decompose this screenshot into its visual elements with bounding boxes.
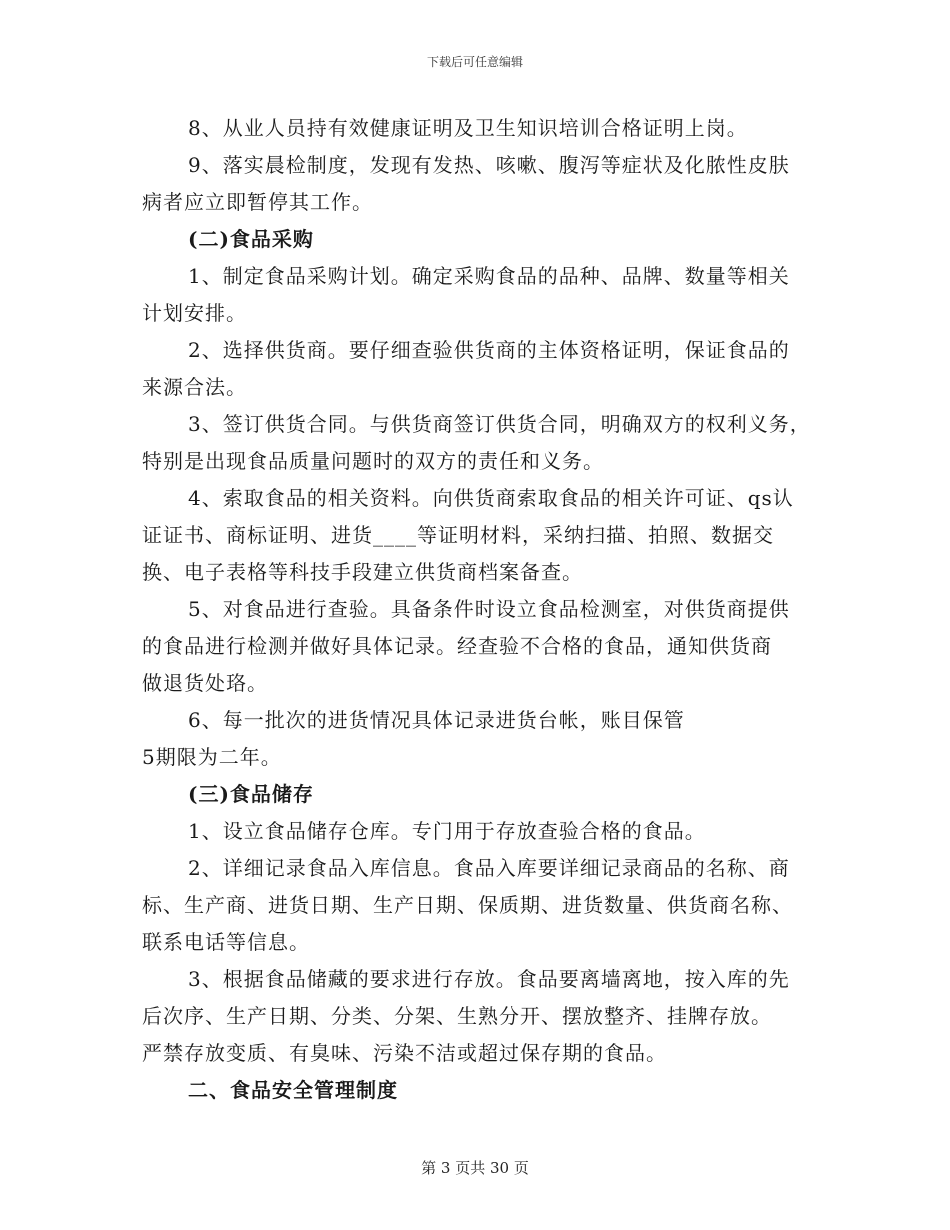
text-line: 2、选择供货商。要仔细查验供货商的主体资格证明，保证食品的 (188, 338, 790, 362)
text-line: 5、对食品进行查验。具备条件时设立食品检测室，对供货商提供 (188, 597, 790, 621)
text-line: 9、落实晨检制度，发现有发热、咳嗽、腹泻等症状及化脓性皮肤 (188, 153, 790, 177)
text-line: 3、根据食品储藏的要求进行存放。食品要离墙离地，按入库的先 (188, 967, 790, 991)
text-line: 1、设立食品储存仓库。专门用于存放查验合格的食品。 (188, 819, 706, 843)
text-line: 联系电话等信息。 (142, 930, 310, 954)
text-line: 1、制定食品采购计划。确定采购食品的品种、品牌、数量等相关 (188, 264, 790, 288)
section-heading: 二、食品安全管理制度 (188, 1078, 398, 1102)
text-line: 换、电子表格等科技手段建立供货商档案备查。 (142, 560, 583, 584)
section-heading: (三)食品储存 (188, 782, 314, 806)
page-header: 下载后可任意编辑 (426, 55, 523, 69)
text-line: 4、索取食品的相关资料。向供货商索取食品的相关许可证、qs认 (188, 486, 794, 510)
text-line: 6、每一批次的进货情况具体记录进货台帐，账目保管 (188, 708, 685, 732)
text-line: 标、生产商、进货日期、生产日期、保质期、进货数量、供货商名称、 (142, 893, 793, 917)
text-line: 做退货处珞。 (142, 671, 268, 695)
page-footer: 第 3 页共 30 页 (421, 1159, 529, 1177)
text-line: 严禁存放变质、有臭味、污染不洁或超过保存期的食品。 (142, 1041, 667, 1065)
document-body (142, 110, 812, 1109)
section-heading: (二)食品采购 (188, 227, 314, 251)
text-line: 来源合法。 (142, 375, 247, 399)
text-line: 的食品进行检测并做好具体记录。经查验不合格的食品，通知供货商 (142, 634, 772, 658)
text-line: 8、从业人员持有效健康证明及卫生知识培训合格证明上岗。 (188, 116, 748, 140)
text-line: 特别是出现食品质量问题时的双方的责任和义务。 (142, 449, 604, 473)
text-line: 病者应立即暂停其工作。 (142, 190, 373, 214)
text-line: 5期限为二年。 (142, 745, 282, 769)
text-line: 后次序、生产日期、分类、分架、生熟分开、摆放整齐、挂牌存放。 (142, 1004, 772, 1028)
text-line: 证证书、商标证明、进货____等证明材料，采纳扫描、拍照、数据交 (142, 523, 774, 547)
text-line: 2、详细记录食品入库信息。食品入库要详细记录商品的名称、商 (188, 856, 790, 880)
text-line: 3、签订供货合同。与供货商签订供货合同，明确双方的权利义务， (188, 412, 811, 436)
text-line: 计划安排。 (142, 301, 247, 325)
